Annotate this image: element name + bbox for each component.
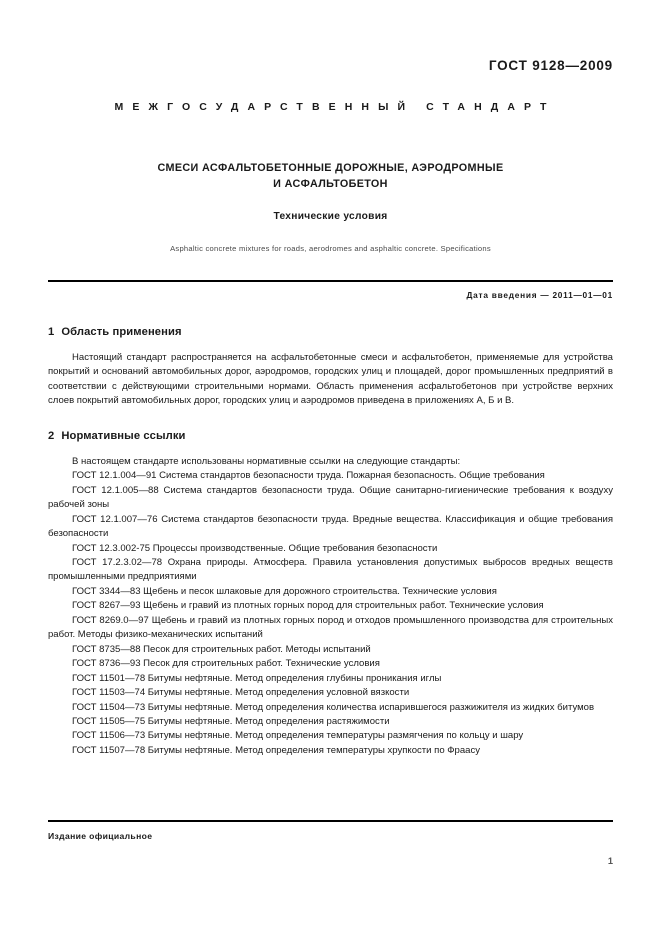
document-code: ГОСТ 9128—2009 [488,58,613,73]
reference-item: ГОСТ 8267—93 Щебень и гравий из плотных горных пород для строительных работ. Технические условия [72,600,544,612]
reference-item: ГОСТ 12.1.004—91 Система стандартов безопасности труда. Пожарная безопасность. Общие требования [72,470,545,482]
reference-item: ГОСТ 12.1.007—76 Система стандартов безопасности труда. Вредные вещества. Классификация и общие требования безопасности [48,513,613,540]
reference-item: ГОСТ 11504—73 Битумы нефтяные. Метод определения количества испарившегося разжижителя из жидких битумов [72,701,595,713]
reference-item: ГОСТ 8735—88 Песок для строительных работ. Методы испытаний [72,643,371,655]
edition-note: Издание официальное [48,831,153,841]
page-number: 1 [607,856,613,866]
section-number-2: 2 [48,429,55,442]
document-title-english: Asphaltic concrete mixtures for roads, aerodromes and asphaltic concrete. Specifications [170,244,491,253]
section-title-1: Область применения [61,326,182,338]
reference-item: ГОСТ 11506—73 Битумы нефтяные. Метод определения температуры размягчения по кольцу и шару [72,730,524,742]
normative-reference-list [48,469,613,758]
reference-item: ГОСТ 12.3.002-75 Процессы производственные. Общие требования безопасности [72,542,438,554]
document-body [48,326,613,758]
reference-item: ГОСТ 11501—78 Битумы нефтяные. Метод определения глубины проникания иглы [72,672,442,684]
reference-item: ГОСТ 11507—78 Битумы нефтяные. Метод определения температуры хрупкости по Фраасу [72,744,481,756]
document-subtitle: Технические условия [273,211,388,222]
reference-item: ГОСТ 11503—74 Битумы нефтяные. Метод определения условной вязкости [72,687,410,699]
section-1-paragraph: Настоящий стандарт распространяется на асфальтобетонные смеси и асфальтобетон, применяемые для устройства покрытий и оснований автомобильных дорог, аэродромов, городских улиц и площадей, дорог промышленных предприятий в соответствии с действующими строительными нормами. Область применения асфальтобетонов при устройстве верхних слоев покрытий автомобильных дорог, городских улиц и аэродромов приведена в приложениях А, Б и В. [48,352,613,407]
document-title-line-2: И АСФАЛЬТОБЕТОН [273,178,388,190]
reference-item: ГОСТ 3344—83 Щебень и песок шлаковые для дорожного строительства. Технические условия [72,585,497,597]
reference-item: ГОСТ 12.1.005—88 Система стандартов безопасности труда. Общие санитарно-гигиенические требования к воздуху рабочей зоны [48,484,613,511]
page-content-area [48,0,613,936]
section-title-2: Нормативные ссылки [61,429,186,442]
section-heading-2 [48,430,613,442]
reference-item: ГОСТ 8269.0—97 Щебень и гравий из плотных горных пород и отходов промышленного производства для строительных работ. Методы физико-механических испытаний [48,614,613,641]
section-number-1: 1 [48,326,55,338]
reference-item: ГОСТ 8736—93 Песок для строительных работ. Технические условия [72,658,380,670]
standard-type-band: МЕЖГОСУДАРСТВЕННЫЙ СТАНДАРТ [114,101,556,113]
reference-item: ГОСТ 11505—75 Битумы нефтяные. Метод определения растяжимости [72,715,390,727]
section-heading-1 [48,326,613,338]
footer-divider-rule [48,820,613,822]
header-divider-rule [48,280,613,282]
document-title-line-1: СМЕСИ АСФАЛЬТОБЕТОННЫЕ ДОРОЖНЫЕ, АЭРОДРОМНЫЕ [157,162,504,174]
introduction-date: Дата введения — 2011—01—01 [466,290,613,300]
document-title [48,160,613,192]
section-2-paragraph: В настоящем стандарте использованы нормативные ссылки на следующие стандарты: [72,455,461,467]
title-block [48,160,613,253]
reference-item: ГОСТ 17.2.3.02—78 Охрана природы. Атмосфера. Правила установления допустимых выбросов вредных веществ промышленными предприятиями [48,556,613,583]
